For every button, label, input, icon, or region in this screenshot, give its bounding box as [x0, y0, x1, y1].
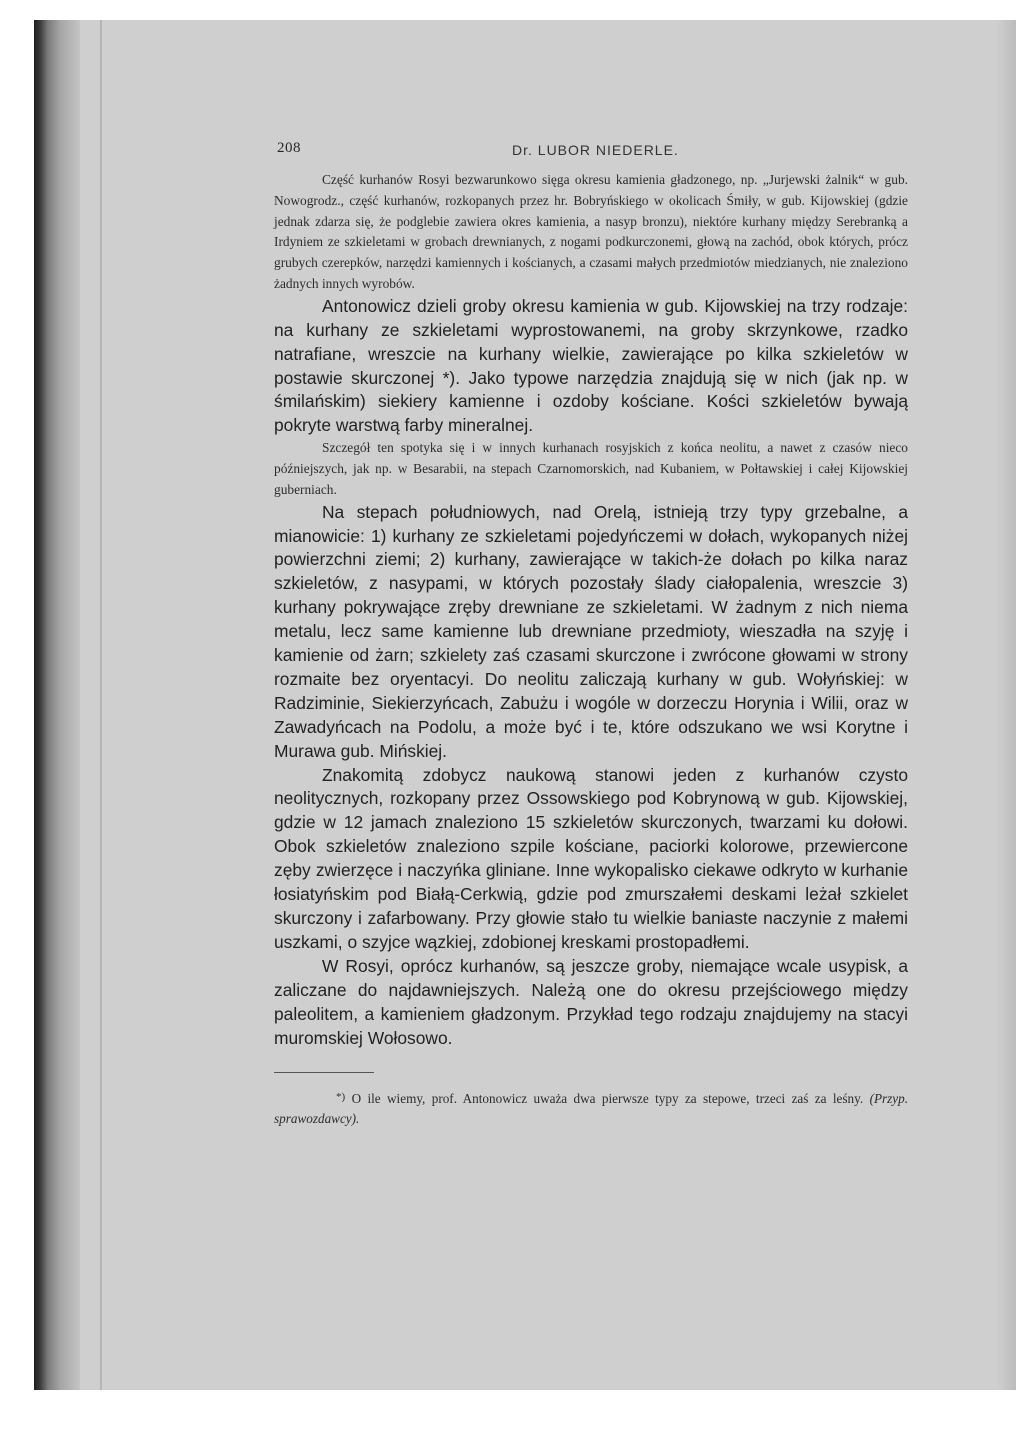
footnote-divider	[274, 1072, 374, 1073]
page-number: 208	[277, 140, 301, 156]
page-edge-shadow	[996, 20, 1016, 1390]
footnote-mark: *)	[336, 1091, 346, 1104]
paragraph-russia-graves: W Rosyi, oprócz kurhanów, są jeszcze groby, niemające wcale usypisk, a zaliczane do najdawniejszych. Należą one do okresu przejściowego między paleolitem, a kamieniem gładzonym. Przykład tego rodzaju znajdujemy na stacyi muromskiej Wołosowo.	[274, 955, 908, 1048]
footnote	[274, 1087, 908, 1129]
book-spine-shadow	[34, 20, 80, 1390]
page-content	[274, 140, 908, 1129]
running-head	[274, 140, 908, 170]
footnote-text: O ile wiemy, prof. Antonowicz uważa dwa pierwsze typy za stepowe, trzeci zaś za leśny.	[351, 1091, 864, 1107]
page-fold-line	[100, 20, 102, 1390]
paragraph-antonowicz: Antonowicz dzieli groby okresu kamienia w gub. Kijowskiej na trzy rodzaje: na kurhany ze szkieletami wyprostowanemi, na groby skrzynkowe, rzadko natrafiane, wreszcie na kurhany wielkie, zawierające po kilka szkieletów w postawie skurczonej *). Jako typowe narzędzia znajdują się w nich (jak np. w śmilańskim) siekiery kamienne i ozdoby kościane. Kości szkieletów bywają pokryte warstwą farby mineralnej.	[274, 295, 908, 436]
running-head-author: Dr. LUBOR NIEDERLE.	[512, 142, 679, 158]
paragraph-ossowski: Znakomitą zdobycz naukową stanowi jeden z kurhanów czysto neolitycznych, rozkopany przez Ossowskiego pod Kobrynową w gub. Kijowskiej, gdzie w 12 jamach znaleziono 15 szkieletów skurczonych, twarzami ku dołowi. Obok szkieletów znaleziono szpile kościane, paciorki kolorowe, przewiercone zęby zwierzęce i naczyńka gliniane. Inne wykopalisko ciekawe odkryto w kurhanie łosiatyńskim pod Białą-Cerkwią, gdzie pod zmurszałemi deskami leżał szkielet skurczony i zafarbowany. Przy głowie stało tu wielkie baniaste naczynie z małemi uszkami, o szyjce wązkiej, zdobionej kreskami prostopadłemi.	[274, 764, 908, 952]
paragraph-intro: Część kurhanów Rosyi bezwarunkowo sięga okresu kamienia gładzonego, np. „Jurjewski żalnik“ w gub. Nowogrodz., część kurhanów, rozkopanych przez hr. Bobryńskiego w okolicach Śmiły, w gub. Kijowskiej (gdzie jednak zdarza się, że podglebie zawiera okres kamienia, a nasyp bronzu), niektóre kurhany między Serebranką a Irdyniem ze szkieletami w grobach drewnianych, z nogami podkurczonemi, głową na zachód, obok których, prócz grubych czerepków, narzędzi kamiennych i kościanych, a czasami małych przedmiotów miedzianych, nie znaleziono żadnych innych wyrobów.	[274, 172, 908, 291]
paragraph-southern-steppes: Na stepach południowych, nad Orelą, istnieją trzy typy grzebalne, a mianowicie: 1) kurhany ze szkieletami pojedyńczemi w dołach, wykopanych niżej powierzchni ziemi; 2) kurhany, zawierające w takich-że dołach po kilka naraz szkieletów, z nasypami, w których pozostały ślady ciałopalenia, wreszcie 3) kurhany pokrywające zręby drewniane ze szkieletami. W żadnym z nich niema metalu, lecz same kamienne lub drewniane przedmioty, wieszadła na szyję i kamienie od żarn; szkielety zaś czasami skurczone i zwrócone głowami w strony rozmaite bez oryentacyi. Do neolitu zaliczają kurhany w gub. Wołyńskiej: w Radziminie, Siekierzyńcach, Zabużu i wogóle w dorzeczu Horynia i Wilii, oraz w Zawadyńcach na Podolu, a może być i te, które odszukano we wsi Korytne i Murawa gub. Mińskiej.	[274, 501, 908, 761]
paragraph-detail-note: Szczegół ten spotyka się i w innych kurhanach rosyjskich z końca neolitu, a nawet z czasów nieco późniejszych, jak np. w Besarabii, na stepach Czarnomorskich, nad Kubaniem, w Połtawskiej i całej Kijowskiej guberniach.	[274, 440, 908, 497]
footnote-attribution: (Przyp. sprawozdawcy).	[274, 1091, 909, 1127]
